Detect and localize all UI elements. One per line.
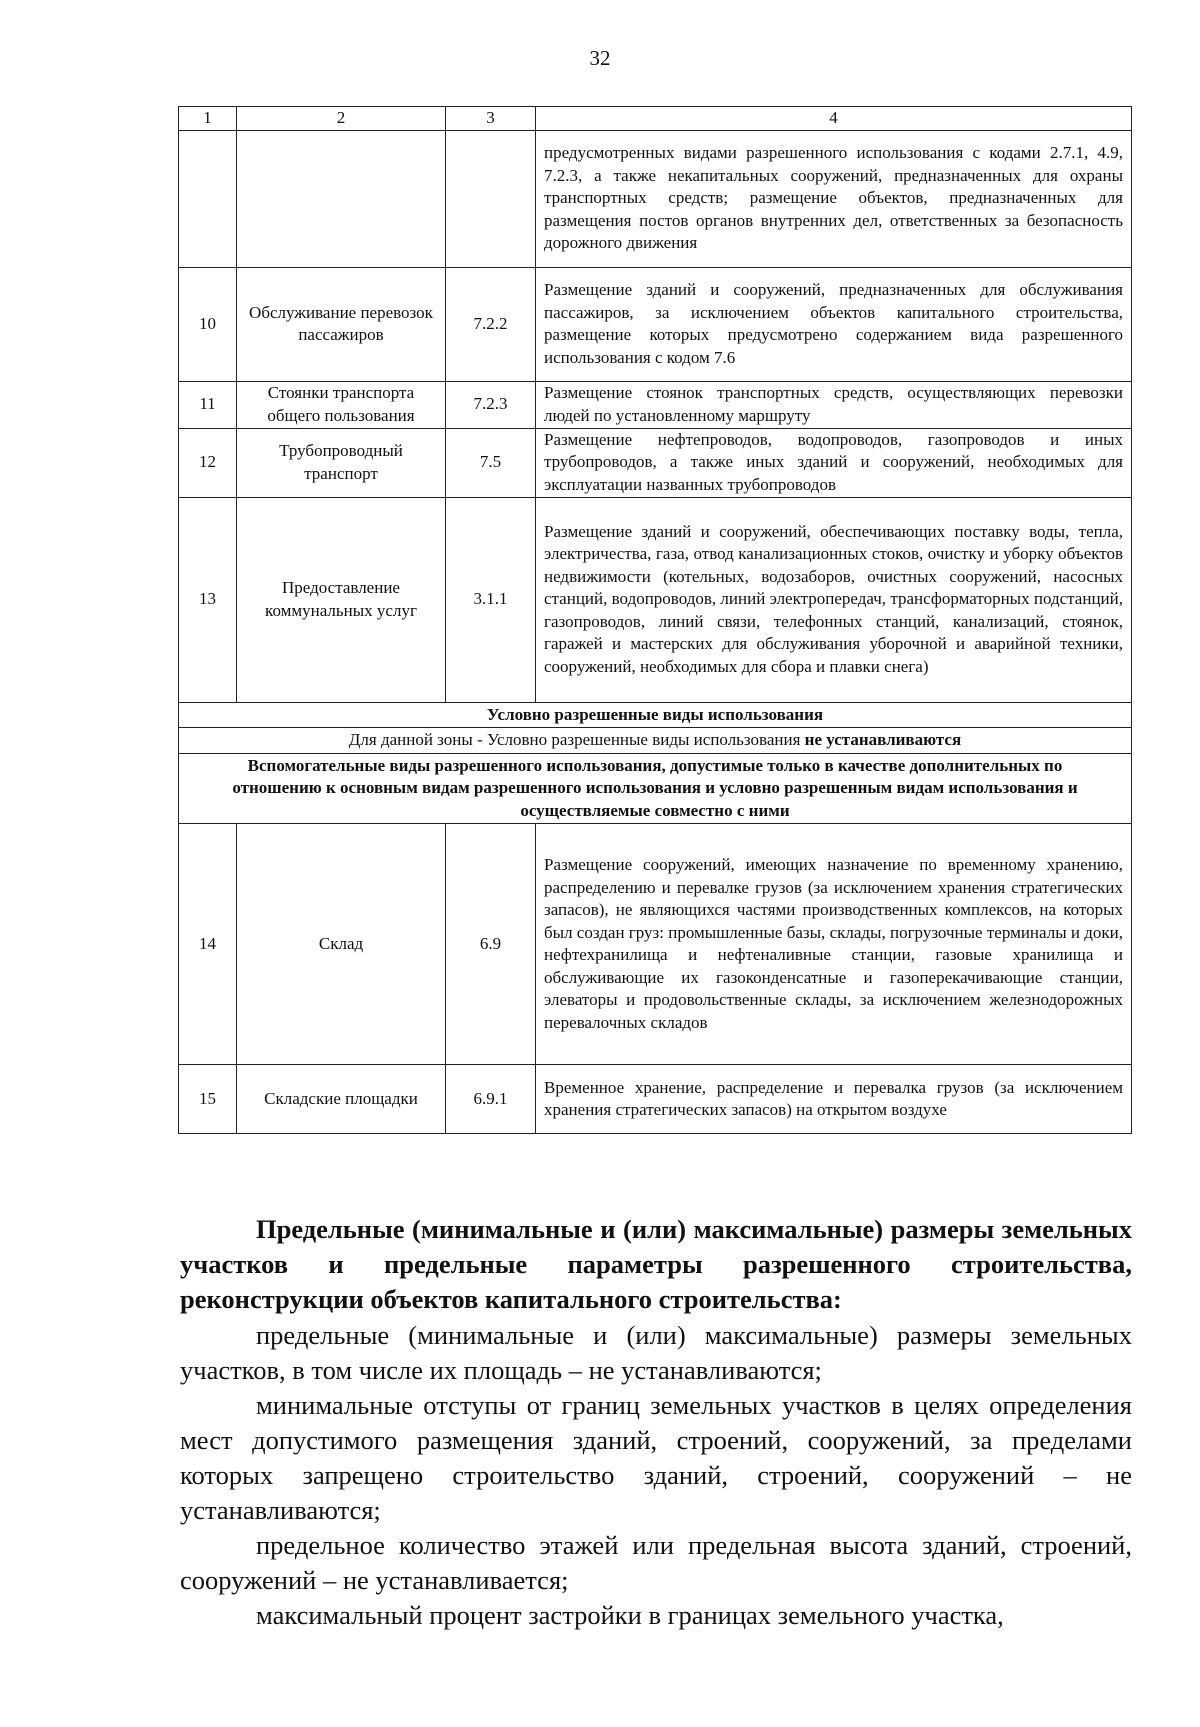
section-heading: Предельные (минимальные и (или) максимальные) размеры земельных участков и предельные параметры разрешенного строительства, реконструкции объектов капитального строительства: (180, 1214, 1132, 1314)
use-type-code: 7.2.3 (446, 381, 536, 428)
use-type-code: 7.2.2 (446, 267, 536, 381)
paragraph: максимальный процент застройки в границах земельного участка, (256, 1600, 1004, 1630)
row-number: 12 (179, 428, 237, 497)
paragraph: предельные (минимальные и (или) максимальные) размеры земельных участков, в том числе их площадь – не устанавливаются; (180, 1320, 1132, 1385)
paragraph: минимальные отступы от границ земельных участков в целях определения мест допустимого размещения зданий, строений, сооружений, за пределами которых запрещено строительство зданий, строений, сооружений – не устанавливаются; (180, 1390, 1132, 1525)
use-type-description: Размещение стоянок транспортных средств, осуществляющих перевозки людей по установленному маршруту (536, 381, 1132, 428)
use-type-name: Трубопроводный транспорт (237, 428, 446, 497)
header-cell: 2 (237, 107, 446, 131)
use-type-name: Складские площадки (237, 1065, 446, 1134)
section-auxiliary-title: Вспомогательные виды разрешенного использования, допустимые только в качестве дополнительных по отношению к основным видам разрешенного использования и условно разрешенным видам использования и осуществляемые совместно с ними (179, 753, 1132, 824)
use-type-name: Стоянки транспорта общего пользования (237, 381, 446, 428)
header-cell: 3 (446, 107, 536, 131)
conditional-note (179, 728, 1132, 754)
conditional-note-bold: не устанавливаются (804, 730, 962, 749)
row-number: 10 (179, 267, 237, 381)
parameters-text (180, 1318, 1132, 1633)
use-type-description: предусмотренных видами разрешенного использования с кодами 2.7.1, 4.9, 7.2.3, а также некапитальных сооружений, предназначенных для охраны транспортных средств; размещение объектов, предназначенных для размещения постов органов внутренних дел, ответственных за безопасность дорожного движения (536, 130, 1132, 267)
use-type-description: Временное хранение, распределение и перевалка грузов (за исключением хранения стратегических запасов) на открытом воздухе (536, 1065, 1132, 1134)
row-number: 11 (179, 381, 237, 428)
use-type-code: 7.5 (446, 428, 536, 497)
table-row (179, 1065, 1132, 1134)
use-type-code (446, 130, 536, 267)
section-row (179, 728, 1132, 754)
header-cell: 4 (536, 107, 1132, 131)
use-type-description: Размещение зданий и сооружений, предназначенных для обслуживания пассажиров, за исключением объектов капитального строительства, размещение которых предусмотрено содержанием вида разрешенного использования с кодом 7.6 (536, 267, 1132, 381)
use-type-description: Размещение нефтепроводов, водопроводов, газопроводов и иных трубопроводов, а также иных зданий и сооружений, необходимых для эксплуатации названных трубопроводов (536, 428, 1132, 497)
row-number: 13 (179, 497, 237, 702)
use-type-name (237, 130, 446, 267)
use-type-name: Обслуживание перевозок пассажиров (237, 267, 446, 381)
use-type-code: 6.9.1 (446, 1065, 536, 1134)
row-number (179, 130, 237, 267)
table-header-row (179, 107, 1132, 131)
use-type-description: Размещение зданий и сооружений, обеспечивающих поставку воды, тепла, электричества, газа, отвод канализационных стоков, очистку и уборку объектов недвижимости (котельных, водозаборов, очистных сооружений, насосных станций, водопроводов, линий электропередач, трансформаторных подстанций, газопроводов, линий связи, телефонных станций, канализаций, стоянок, гаражей и мастерских для обслуживания уборочной и аварийной техники, сооружений, необходимых для сбора и плавки снега) (536, 497, 1132, 702)
land-use-table (178, 106, 1132, 1134)
section-conditional-title: Условно разрешенные виды использования (179, 702, 1132, 728)
section-row (179, 753, 1132, 824)
use-type-name: Склад (237, 824, 446, 1065)
use-type-description: Размещение сооружений, имеющих назначение по временному хранению, распределению и перевалке грузов (за исключением хранения стратегических запасов), не являющихся частями производственных комплексов, на которых был создан груз: промышленные базы, склады, погрузочные терминалы и доки, нефтехранилища и нефтеналивные станции, газовые хранилища и обслуживающие их газоконденсатные и газоперекачивающие станции, элеваторы и продовольственные склады, за исключением железнодорожных перевалочных складов (536, 824, 1132, 1065)
page-number: 32 (589, 46, 611, 70)
paragraph: предельное количество этажей или предельная высота зданий, строений, сооружений – не устанавливается; (180, 1530, 1132, 1595)
header-cell: 1 (179, 107, 237, 131)
section-row (179, 702, 1132, 728)
use-type-name: Предоставление коммунальных услуг (237, 497, 446, 702)
use-type-code: 6.9 (446, 824, 536, 1065)
table-row (179, 267, 1132, 381)
table-row (179, 824, 1132, 1065)
table-row (179, 381, 1132, 428)
use-type-code: 3.1.1 (446, 497, 536, 702)
conditional-note-text: Для данной зоны - Условно разрешенные виды использования (348, 730, 805, 749)
table-row (179, 130, 1132, 267)
table-row (179, 497, 1132, 702)
row-number: 15 (179, 1065, 237, 1134)
table-row (179, 428, 1132, 497)
row-number: 14 (179, 824, 237, 1065)
